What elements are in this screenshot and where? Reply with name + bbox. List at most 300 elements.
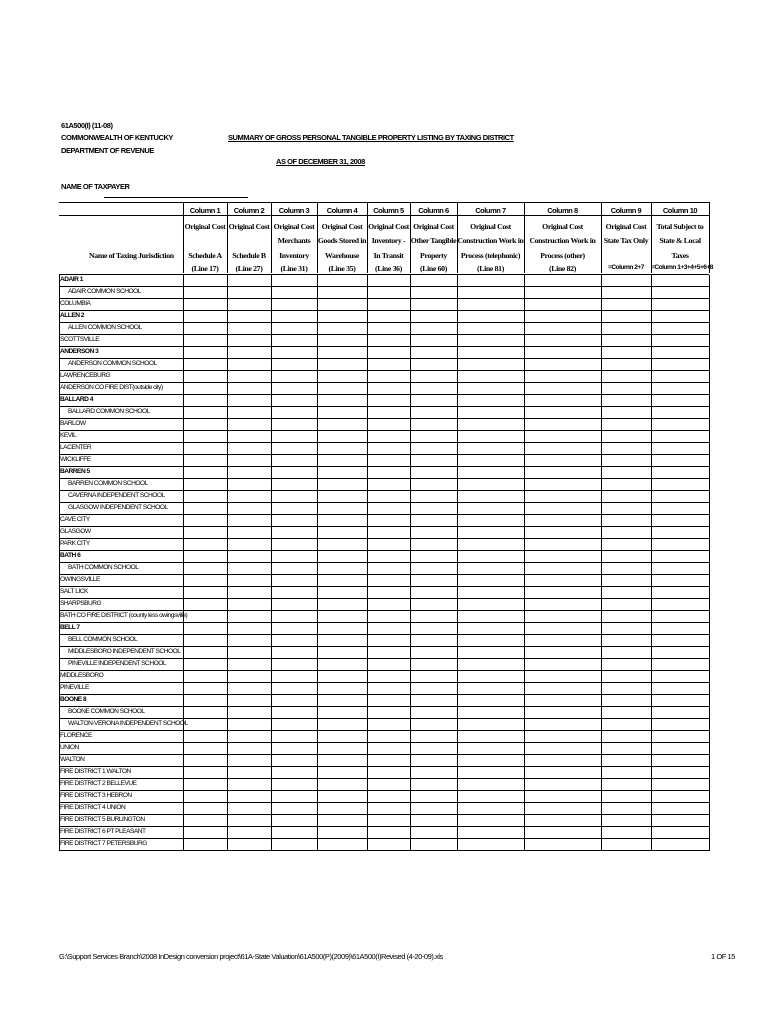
value-cell-column-3[interactable] [272,491,317,502]
value-cell-column-3[interactable] [272,539,317,550]
value-cell-column-1[interactable] [184,671,227,682]
value-cell-column-9[interactable] [602,275,651,286]
value-cell-column-10[interactable] [652,671,709,682]
value-cell-column-7[interactable] [458,455,524,466]
value-cell-column-5[interactable] [368,323,410,334]
value-cell-column-1[interactable] [184,779,227,790]
value-cell-column-8[interactable] [525,599,601,610]
value-cell-column-3[interactable] [272,347,317,358]
value-cell-column-10[interactable] [652,407,709,418]
value-cell-column-1[interactable] [184,623,227,634]
value-cell-column-5[interactable] [368,431,410,442]
value-cell-column-8[interactable] [525,611,601,622]
value-cell-column-3[interactable] [272,635,317,646]
value-cell-column-2[interactable] [228,707,271,718]
value-cell-column-4[interactable] [318,599,367,610]
value-cell-column-8[interactable] [525,803,601,814]
value-cell-column-4[interactable] [318,731,367,742]
value-cell-column-4[interactable] [318,275,367,286]
value-cell-column-9[interactable] [602,419,651,430]
value-cell-column-8[interactable] [525,779,601,790]
value-cell-column-8[interactable] [525,731,601,742]
value-cell-column-8[interactable] [525,455,601,466]
value-cell-column-2[interactable] [228,395,271,406]
value-cell-column-9[interactable] [602,335,651,346]
value-cell-column-2[interactable] [228,539,271,550]
value-cell-column-5[interactable] [368,467,410,478]
value-cell-column-3[interactable] [272,419,317,430]
value-cell-column-9[interactable] [602,815,651,826]
value-cell-column-4[interactable] [318,359,367,370]
value-cell-column-2[interactable] [228,839,271,850]
value-cell-column-9[interactable] [602,503,651,514]
value-cell-column-3[interactable] [272,407,317,418]
value-cell-column-1[interactable] [184,659,227,670]
value-cell-column-7[interactable] [458,599,524,610]
value-cell-column-6[interactable] [411,683,457,694]
value-cell-column-9[interactable] [602,743,651,754]
value-cell-column-6[interactable] [411,803,457,814]
value-cell-column-3[interactable] [272,659,317,670]
value-cell-column-10[interactable] [652,791,709,802]
value-cell-column-2[interactable] [228,467,271,478]
value-cell-column-7[interactable] [458,407,524,418]
value-cell-column-3[interactable] [272,431,317,442]
value-cell-column-1[interactable] [184,419,227,430]
value-cell-column-2[interactable] [228,767,271,778]
value-cell-column-3[interactable] [272,395,317,406]
value-cell-column-9[interactable] [602,671,651,682]
value-cell-column-6[interactable] [411,611,457,622]
value-cell-column-10[interactable] [652,491,709,502]
value-cell-column-4[interactable] [318,383,367,394]
value-cell-column-9[interactable] [602,443,651,454]
value-cell-column-3[interactable] [272,299,317,310]
value-cell-column-4[interactable] [318,311,367,322]
value-cell-column-8[interactable] [525,743,601,754]
value-cell-column-2[interactable] [228,359,271,370]
value-cell-column-10[interactable] [652,743,709,754]
value-cell-column-8[interactable] [525,323,601,334]
value-cell-column-8[interactable] [525,443,601,454]
value-cell-column-6[interactable] [411,587,457,598]
value-cell-column-6[interactable] [411,539,457,550]
value-cell-column-6[interactable] [411,431,457,442]
value-cell-column-10[interactable] [652,539,709,550]
value-cell-column-2[interactable] [228,623,271,634]
value-cell-column-8[interactable] [525,503,601,514]
value-cell-column-2[interactable] [228,383,271,394]
value-cell-column-7[interactable] [458,383,524,394]
value-cell-column-8[interactable] [525,671,601,682]
value-cell-column-4[interactable] [318,299,367,310]
value-cell-column-6[interactable] [411,791,457,802]
value-cell-column-4[interactable] [318,611,367,622]
value-cell-column-10[interactable] [652,419,709,430]
value-cell-column-1[interactable] [184,827,227,838]
value-cell-column-4[interactable] [318,539,367,550]
value-cell-column-3[interactable] [272,443,317,454]
value-cell-column-2[interactable] [228,659,271,670]
value-cell-column-4[interactable] [318,491,367,502]
value-cell-column-9[interactable] [602,575,651,586]
value-cell-column-7[interactable] [458,671,524,682]
value-cell-column-5[interactable] [368,335,410,346]
value-cell-column-2[interactable] [228,575,271,586]
value-cell-column-5[interactable] [368,563,410,574]
value-cell-column-6[interactable] [411,479,457,490]
value-cell-column-4[interactable] [318,707,367,718]
value-cell-column-2[interactable] [228,491,271,502]
value-cell-column-1[interactable] [184,719,227,730]
value-cell-column-9[interactable] [602,779,651,790]
value-cell-column-4[interactable] [318,335,367,346]
value-cell-column-8[interactable] [525,551,601,562]
value-cell-column-8[interactable] [525,359,601,370]
value-cell-column-1[interactable] [184,383,227,394]
value-cell-column-6[interactable] [411,407,457,418]
value-cell-column-4[interactable] [318,371,367,382]
value-cell-column-1[interactable] [184,347,227,358]
value-cell-column-5[interactable] [368,575,410,586]
value-cell-column-8[interactable] [525,839,601,850]
value-cell-column-4[interactable] [318,839,367,850]
value-cell-column-1[interactable] [184,335,227,346]
value-cell-column-3[interactable] [272,527,317,538]
value-cell-column-10[interactable] [652,815,709,826]
value-cell-column-9[interactable] [602,563,651,574]
value-cell-column-7[interactable] [458,719,524,730]
value-cell-column-6[interactable] [411,275,457,286]
value-cell-column-6[interactable] [411,755,457,766]
value-cell-column-9[interactable] [602,551,651,562]
value-cell-column-2[interactable] [228,311,271,322]
value-cell-column-3[interactable] [272,515,317,526]
value-cell-column-9[interactable] [602,287,651,298]
value-cell-column-2[interactable] [228,347,271,358]
value-cell-column-6[interactable] [411,395,457,406]
value-cell-column-10[interactable] [652,599,709,610]
value-cell-column-5[interactable] [368,803,410,814]
value-cell-column-2[interactable] [228,779,271,790]
value-cell-column-2[interactable] [228,611,271,622]
value-cell-column-4[interactable] [318,419,367,430]
value-cell-column-7[interactable] [458,323,524,334]
value-cell-column-6[interactable] [411,767,457,778]
value-cell-column-2[interactable] [228,791,271,802]
value-cell-column-2[interactable] [228,299,271,310]
value-cell-column-7[interactable] [458,815,524,826]
value-cell-column-1[interactable] [184,287,227,298]
value-cell-column-9[interactable] [602,623,651,634]
value-cell-column-9[interactable] [602,827,651,838]
value-cell-column-5[interactable] [368,515,410,526]
value-cell-column-4[interactable] [318,791,367,802]
value-cell-column-2[interactable] [228,599,271,610]
value-cell-column-9[interactable] [602,539,651,550]
value-cell-column-6[interactable] [411,815,457,826]
value-cell-column-7[interactable] [458,311,524,322]
value-cell-column-6[interactable] [411,347,457,358]
value-cell-column-7[interactable] [458,779,524,790]
value-cell-column-6[interactable] [411,839,457,850]
value-cell-column-1[interactable] [184,815,227,826]
value-cell-column-2[interactable] [228,587,271,598]
value-cell-column-7[interactable] [458,755,524,766]
value-cell-column-10[interactable] [652,587,709,598]
value-cell-column-7[interactable] [458,527,524,538]
value-cell-column-1[interactable] [184,479,227,490]
value-cell-column-7[interactable] [458,419,524,430]
value-cell-column-4[interactable] [318,455,367,466]
value-cell-column-3[interactable] [272,323,317,334]
value-cell-column-8[interactable] [525,635,601,646]
value-cell-column-7[interactable] [458,371,524,382]
value-cell-column-9[interactable] [602,587,651,598]
value-cell-column-10[interactable] [652,611,709,622]
value-cell-column-10[interactable] [652,683,709,694]
value-cell-column-4[interactable] [318,587,367,598]
value-cell-column-1[interactable] [184,491,227,502]
value-cell-column-2[interactable] [228,371,271,382]
value-cell-column-9[interactable] [602,491,651,502]
value-cell-column-1[interactable] [184,515,227,526]
value-cell-column-4[interactable] [318,551,367,562]
value-cell-column-9[interactable] [602,311,651,322]
value-cell-column-2[interactable] [228,683,271,694]
value-cell-column-7[interactable] [458,335,524,346]
value-cell-column-9[interactable] [602,527,651,538]
value-cell-column-9[interactable] [602,719,651,730]
value-cell-column-4[interactable] [318,527,367,538]
value-cell-column-1[interactable] [184,731,227,742]
value-cell-column-8[interactable] [525,491,601,502]
value-cell-column-9[interactable] [602,791,651,802]
value-cell-column-10[interactable] [652,659,709,670]
value-cell-column-8[interactable] [525,287,601,298]
value-cell-column-8[interactable] [525,767,601,778]
value-cell-column-10[interactable] [652,335,709,346]
value-cell-column-1[interactable] [184,803,227,814]
value-cell-column-4[interactable] [318,503,367,514]
value-cell-column-3[interactable] [272,455,317,466]
value-cell-column-3[interactable] [272,575,317,586]
value-cell-column-1[interactable] [184,791,227,802]
value-cell-column-7[interactable] [458,539,524,550]
value-cell-column-9[interactable] [602,479,651,490]
value-cell-column-1[interactable] [184,695,227,706]
value-cell-column-8[interactable] [525,647,601,658]
value-cell-column-1[interactable] [184,743,227,754]
value-cell-column-9[interactable] [602,395,651,406]
value-cell-column-10[interactable] [652,563,709,574]
value-cell-column-5[interactable] [368,383,410,394]
value-cell-column-9[interactable] [602,359,651,370]
value-cell-column-5[interactable] [368,275,410,286]
value-cell-column-6[interactable] [411,635,457,646]
value-cell-column-4[interactable] [318,779,367,790]
value-cell-column-5[interactable] [368,359,410,370]
value-cell-column-5[interactable] [368,707,410,718]
value-cell-column-5[interactable] [368,599,410,610]
value-cell-column-10[interactable] [652,311,709,322]
value-cell-column-10[interactable] [652,467,709,478]
value-cell-column-5[interactable] [368,647,410,658]
value-cell-column-3[interactable] [272,623,317,634]
value-cell-column-2[interactable] [228,671,271,682]
value-cell-column-9[interactable] [602,599,651,610]
value-cell-column-2[interactable] [228,419,271,430]
value-cell-column-6[interactable] [411,491,457,502]
value-cell-column-7[interactable] [458,551,524,562]
value-cell-column-7[interactable] [458,647,524,658]
value-cell-column-4[interactable] [318,323,367,334]
value-cell-column-2[interactable] [228,503,271,514]
value-cell-column-10[interactable] [652,347,709,358]
value-cell-column-10[interactable] [652,455,709,466]
value-cell-column-8[interactable] [525,575,601,586]
value-cell-column-10[interactable] [652,431,709,442]
value-cell-column-3[interactable] [272,695,317,706]
value-cell-column-5[interactable] [368,791,410,802]
value-cell-column-3[interactable] [272,731,317,742]
value-cell-column-2[interactable] [228,407,271,418]
value-cell-column-6[interactable] [411,383,457,394]
value-cell-column-5[interactable] [368,503,410,514]
value-cell-column-5[interactable] [368,827,410,838]
value-cell-column-8[interactable] [525,371,601,382]
value-cell-column-1[interactable] [184,395,227,406]
value-cell-column-4[interactable] [318,467,367,478]
value-cell-column-8[interactable] [525,395,601,406]
value-cell-column-8[interactable] [525,383,601,394]
value-cell-column-1[interactable] [184,443,227,454]
value-cell-column-2[interactable] [228,323,271,334]
value-cell-column-5[interactable] [368,347,410,358]
value-cell-column-3[interactable] [272,671,317,682]
value-cell-column-1[interactable] [184,431,227,442]
value-cell-column-10[interactable] [652,551,709,562]
value-cell-column-8[interactable] [525,431,601,442]
value-cell-column-10[interactable] [652,839,709,850]
value-cell-column-2[interactable] [228,335,271,346]
value-cell-column-4[interactable] [318,395,367,406]
value-cell-column-5[interactable] [368,419,410,430]
value-cell-column-10[interactable] [652,695,709,706]
value-cell-column-4[interactable] [318,803,367,814]
value-cell-column-6[interactable] [411,551,457,562]
value-cell-column-1[interactable] [184,503,227,514]
value-cell-column-10[interactable] [652,623,709,634]
value-cell-column-6[interactable] [411,467,457,478]
value-cell-column-5[interactable] [368,371,410,382]
value-cell-column-2[interactable] [228,443,271,454]
value-cell-column-3[interactable] [272,383,317,394]
value-cell-column-8[interactable] [525,311,601,322]
value-cell-column-7[interactable] [458,707,524,718]
value-cell-column-9[interactable] [602,371,651,382]
value-cell-column-1[interactable] [184,551,227,562]
value-cell-column-4[interactable] [318,563,367,574]
value-cell-column-3[interactable] [272,503,317,514]
value-cell-column-9[interactable] [602,839,651,850]
value-cell-column-5[interactable] [368,539,410,550]
value-cell-column-4[interactable] [318,623,367,634]
value-cell-column-5[interactable] [368,587,410,598]
value-cell-column-6[interactable] [411,779,457,790]
value-cell-column-7[interactable] [458,839,524,850]
value-cell-column-10[interactable] [652,443,709,454]
value-cell-column-1[interactable] [184,275,227,286]
value-cell-column-7[interactable] [458,827,524,838]
value-cell-column-2[interactable] [228,551,271,562]
value-cell-column-6[interactable] [411,599,457,610]
value-cell-column-10[interactable] [652,503,709,514]
value-cell-column-2[interactable] [228,431,271,442]
taxpayer-name-field[interactable] [104,189,248,198]
value-cell-column-5[interactable] [368,755,410,766]
value-cell-column-1[interactable] [184,527,227,538]
value-cell-column-3[interactable] [272,791,317,802]
value-cell-column-10[interactable] [652,635,709,646]
value-cell-column-7[interactable] [458,347,524,358]
value-cell-column-5[interactable] [368,455,410,466]
value-cell-column-3[interactable] [272,839,317,850]
value-cell-column-3[interactable] [272,815,317,826]
value-cell-column-8[interactable] [525,707,601,718]
value-cell-column-2[interactable] [228,743,271,754]
value-cell-column-8[interactable] [525,539,601,550]
value-cell-column-3[interactable] [272,551,317,562]
value-cell-column-5[interactable] [368,779,410,790]
value-cell-column-10[interactable] [652,371,709,382]
value-cell-column-9[interactable] [602,431,651,442]
value-cell-column-8[interactable] [525,299,601,310]
value-cell-column-6[interactable] [411,707,457,718]
value-cell-column-3[interactable] [272,563,317,574]
value-cell-column-7[interactable] [458,659,524,670]
value-cell-column-1[interactable] [184,311,227,322]
value-cell-column-5[interactable] [368,395,410,406]
value-cell-column-6[interactable] [411,623,457,634]
value-cell-column-7[interactable] [458,443,524,454]
value-cell-column-6[interactable] [411,455,457,466]
value-cell-column-3[interactable] [272,779,317,790]
value-cell-column-4[interactable] [318,635,367,646]
value-cell-column-5[interactable] [368,611,410,622]
value-cell-column-9[interactable] [602,455,651,466]
value-cell-column-4[interactable] [318,287,367,298]
value-cell-column-10[interactable] [652,287,709,298]
value-cell-column-2[interactable] [228,719,271,730]
value-cell-column-1[interactable] [184,323,227,334]
value-cell-column-3[interactable] [272,755,317,766]
value-cell-column-9[interactable] [602,611,651,622]
value-cell-column-9[interactable] [602,803,651,814]
value-cell-column-5[interactable] [368,659,410,670]
value-cell-column-10[interactable] [652,323,709,334]
value-cell-column-6[interactable] [411,323,457,334]
value-cell-column-7[interactable] [458,587,524,598]
value-cell-column-7[interactable] [458,359,524,370]
value-cell-column-5[interactable] [368,491,410,502]
value-cell-column-2[interactable] [228,827,271,838]
value-cell-column-10[interactable] [652,383,709,394]
value-cell-column-9[interactable] [602,383,651,394]
value-cell-column-5[interactable] [368,719,410,730]
value-cell-column-9[interactable] [602,767,651,778]
value-cell-column-8[interactable] [525,827,601,838]
